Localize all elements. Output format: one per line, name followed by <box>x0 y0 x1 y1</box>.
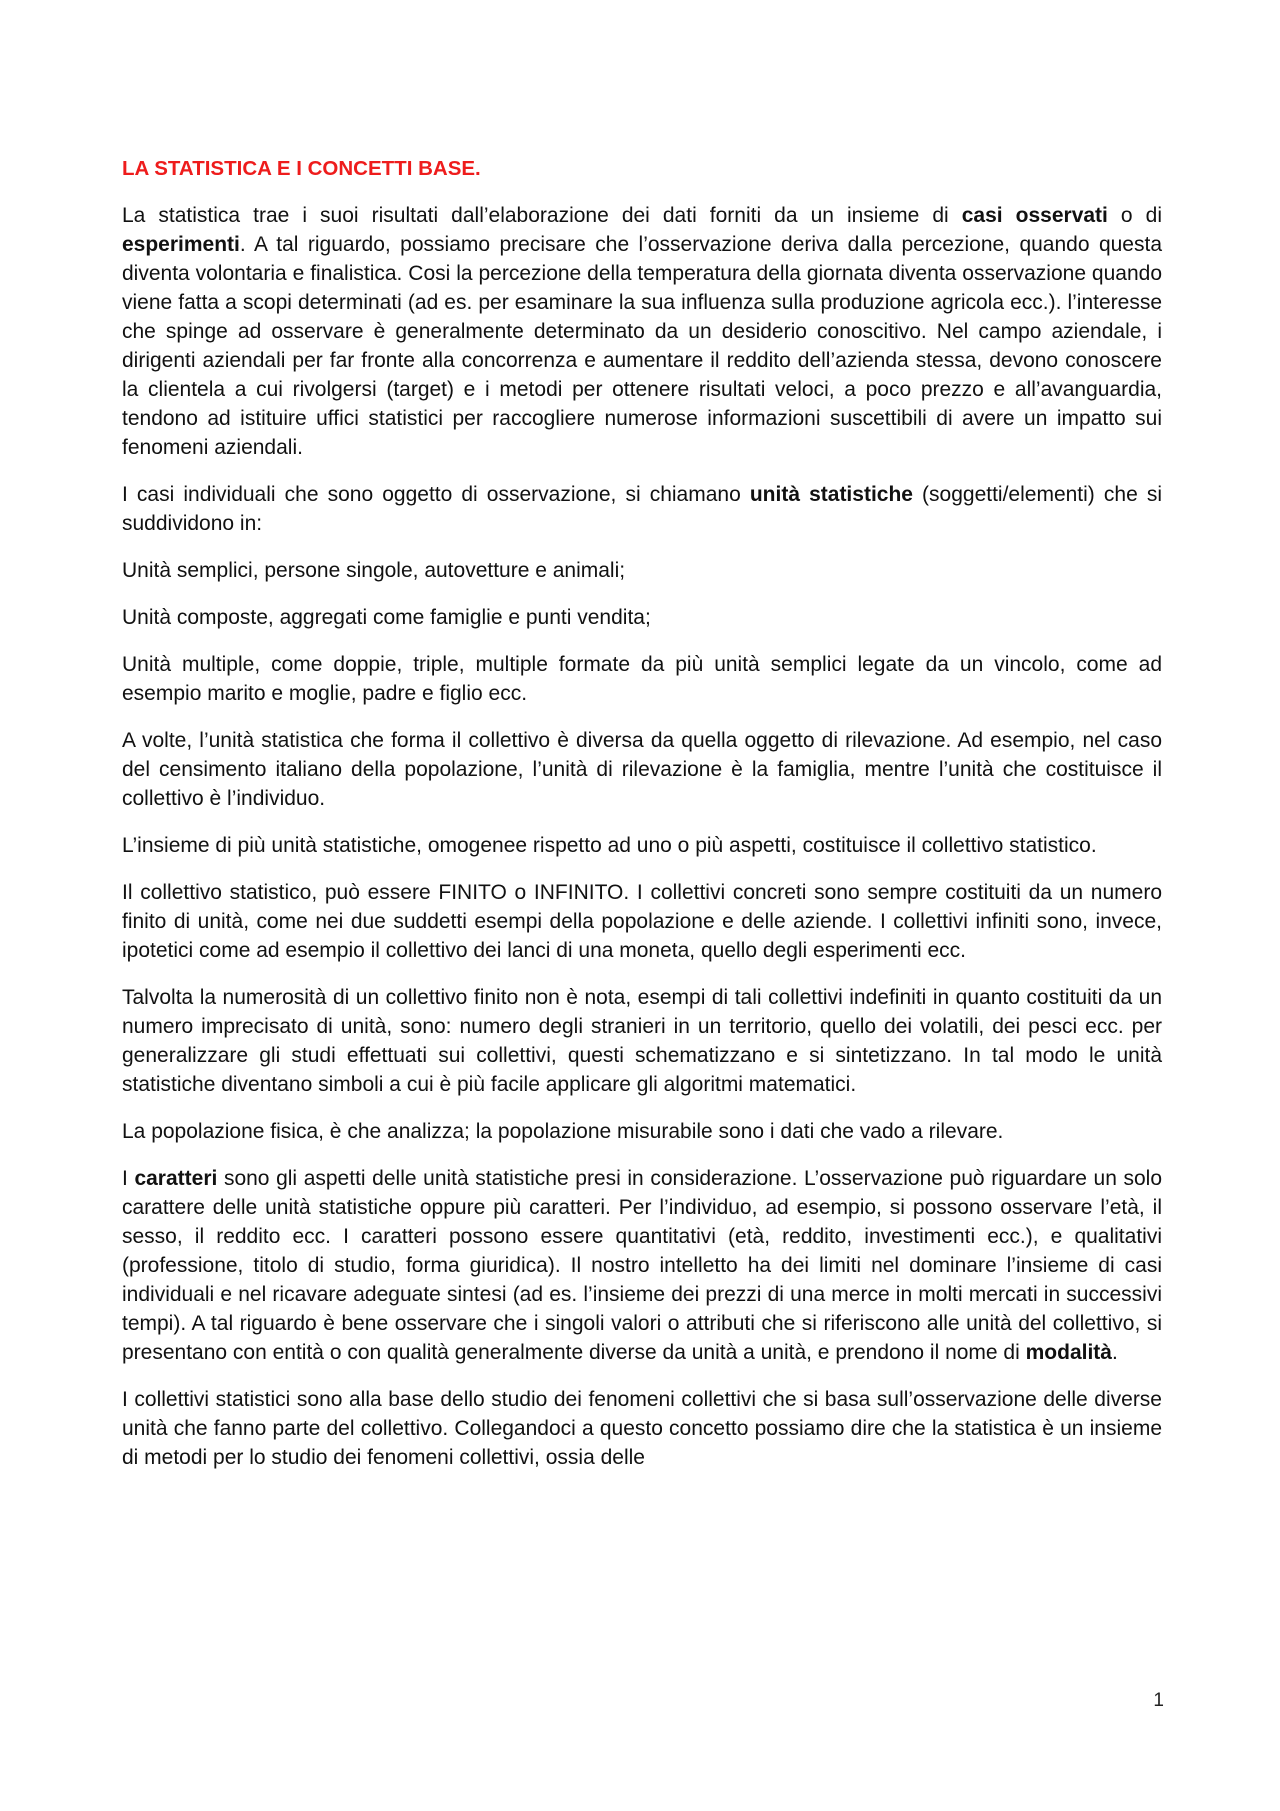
paragraph <box>122 603 1162 632</box>
text-run: A volte, l’unità statistica che forma il collettivo è diversa da quella oggetto di rilevazione. Ad esempio, nel caso del censimento italiano della popolazione, l’unità di rilevazione è la famiglia, mentre l’unità che costituisce il collettivo è l’individuo. <box>122 729 1162 810</box>
bold-term-modalita: modalità <box>1025 1341 1112 1364</box>
text-run: Il collettivo statistico, può essere FINITO o INFINITO. I collettivi concreti sono sempre costituiti da un numero finito di unità, come nei due suddetti esempi della popolazione e delle aziende. I collettivi infiniti sono, invece, ipotetici come ad esempio il collettivo dei lanci di una moneta, quello degli esperimenti ecc. <box>122 881 1162 962</box>
text-run: Unità semplici, persone singole, autovetture e animali; <box>122 559 626 582</box>
text-run: Unità composte, aggregati come famiglie e punti vendita; <box>122 606 651 629</box>
text-run: . <box>1111 1341 1118 1364</box>
text-run: sono gli aspetti delle unità statistiche presi in considerazione. L’osservazione può riguardare un solo carattere delle unità statistiche oppure più caratteri. Per l’individuo, ad esempio, si possono osservare l’età, il sesso, il reddito ecc. I caratteri possono essere quantitativi (età, reddito, investimenti ecc.), e qualitativi (professione, titolo di studio, forma giuridica). Il nostro intelletto ha dei limiti nel dominare l’insieme di casi individuali e nel ricavare adeguate sintesi (ad es. l’insieme dei prezzi di una merce in molti mercati in successivi tempi). A tal riguardo è bene osservare che i singoli valori o attributi che si riferiscono alle unità del collettivo, si presentano con entità o con qualità generalmente diverse da unità a unità, e prendono il nome di <box>122 1167 1163 1364</box>
text-run: I <box>122 1167 135 1190</box>
text-run: (soggetti/elementi) che si suddividono in: <box>122 483 1162 535</box>
paragraph <box>122 726 1162 813</box>
paragraph <box>122 831 1162 860</box>
bold-term-esperimenti: esperimenti <box>122 233 240 256</box>
text-run: o di <box>1107 204 1162 227</box>
text-run: . A tal riguardo, possiamo precisare che l’osservazione deriva dalla percezione, quando questa diventa volontaria e finalistica. Cosi la percezione della temperatura della giornata diventa osservazione quando viene fatta a scopi determinati (ad es. per esaminare la sua influenza sulla produzione agricola ecc.). l’interesse che spinge ad osservare è generalmente determinato da un desiderio conoscitivo. Nel campo aziendale, i dirigenti aziendali per far fronte alla concorrenza e aumentare il reddito dell’azienda stessa, devono conoscere la clientela a cui rivolgersi (target) e i metodi per ottenere risultati veloci, a poco prezzo e all’avanguardia, tendono ad istituire uffici statistici per raccogliere numerose informazioni suscettibili di avere un impatto sui fenomeni aziendali. <box>122 233 1162 459</box>
paragraph <box>122 480 1162 538</box>
paragraph <box>122 1117 1162 1146</box>
text-run: La statistica trae i suoi risultati dall’elaborazione dei dati forniti da un insieme di <box>122 204 962 227</box>
paragraph <box>122 556 1162 585</box>
text-run: L’insieme di più unità statistiche, omogenee rispetto ad uno o più aspetti, costituisce il collettivo statistico. <box>122 834 1097 857</box>
text-run: I collettivi statistici sono alla base dello studio dei fenomeni collettivi che si basa sull’osservazione delle diverse unità che fanno parte del collettivo. Collegandoci a questo concetto possiamo dire che la statistica è un insieme di metodi per lo studio dei fenomeni collettivi, ossia delle <box>122 1388 1162 1469</box>
document-title: LA STATISTICA E I CONCETTI BASE. <box>122 157 481 180</box>
bold-term-casi-osservati: casi osservati <box>961 204 1108 227</box>
text-run: Unità multiple, come doppie, triple, multiple formate da più unità semplici legate da un vincolo, come ad esempio marito e moglie, padre e figlio ecc. <box>122 653 1162 705</box>
paragraph <box>122 878 1162 965</box>
paragraph <box>122 201 1162 462</box>
text-run: Talvolta la numerosità di un collettivo finito non è nota, esempi di tali collettivi indefiniti in quanto costituiti da un numero imprecisato di unità, sono: numero degli stranieri in un territorio, quello dei volatili, dei pesci ecc. per generalizzare gli studi effettuati sui collettivi, questi schematizzano e si sintetizzano. In tal modo le unità statistiche diventano simboli a cui è più facile applicare gli algoritmi matematici. <box>122 986 1162 1096</box>
bold-term-unita-statistiche: unità statistiche <box>749 483 913 506</box>
document-body <box>122 201 1162 1472</box>
paragraph <box>122 1385 1162 1472</box>
page-number: 1 <box>1153 1690 1164 1711</box>
paragraph <box>122 983 1162 1099</box>
bold-term-caratteri: caratteri <box>134 1167 218 1190</box>
paragraph <box>122 1164 1162 1367</box>
paragraph <box>122 650 1162 708</box>
text-run: La popolazione fisica, è che analizza; la popolazione misurabile sono i dati che vado a rilevare. <box>122 1120 1004 1143</box>
text-run: I casi individuali che sono oggetto di osservazione, si chiamano <box>122 483 750 506</box>
